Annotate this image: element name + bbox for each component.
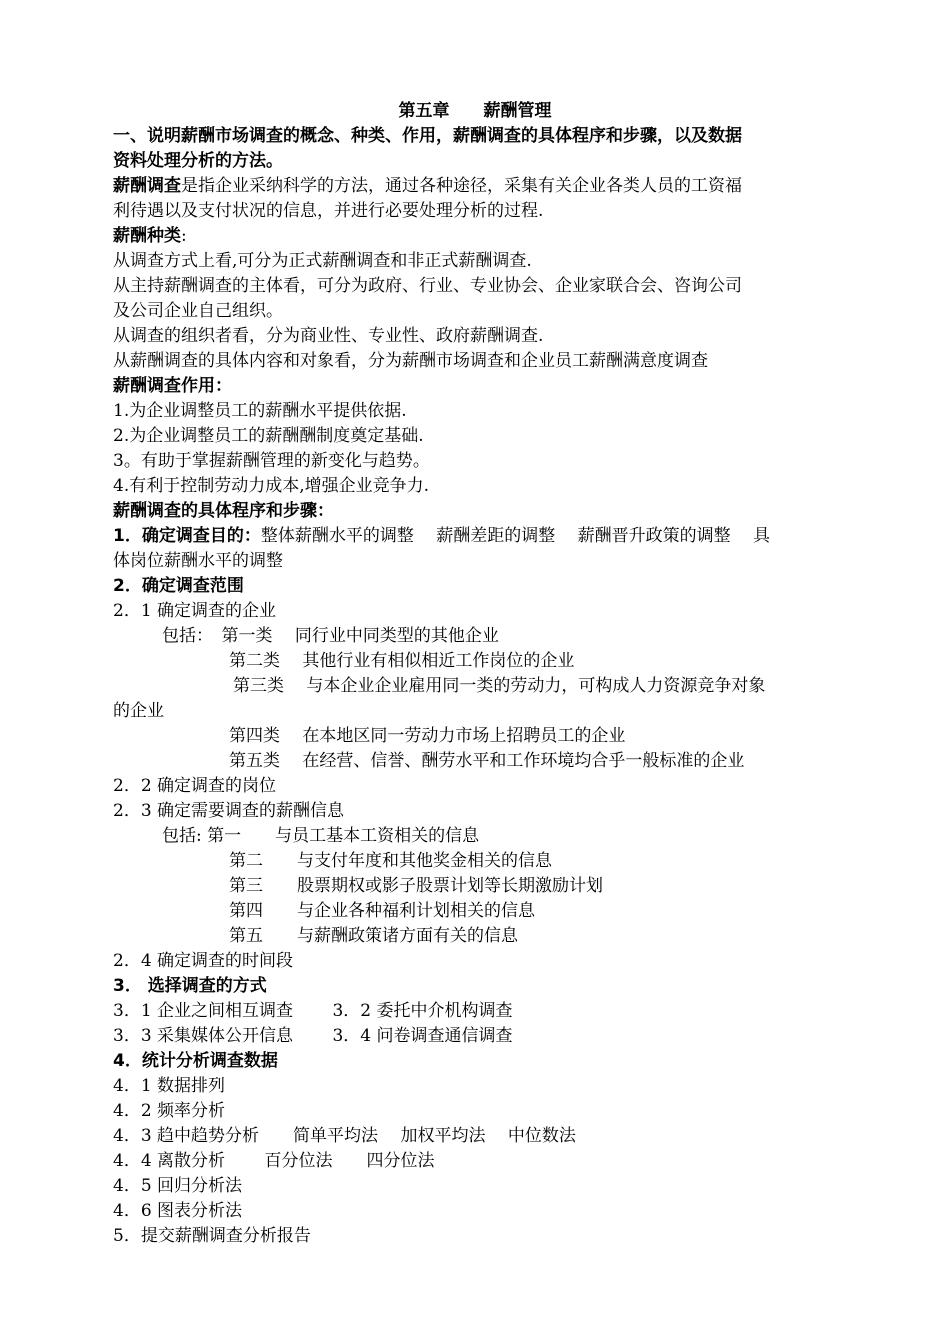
type-item-3: 从调查的组织者看，分为商业性、专业性、政府薪酬调查. [113,326,544,346]
step-1-label: 1．确定调查目的： [113,526,261,546]
step-4-4: 4．4 离散分析 百分位法 四分位法 [113,1151,435,1171]
definition-line2: 利待遇以及支付状况的信息，并进行必要处理分析的过程. [113,201,544,221]
step-2-3-item-2: 第二 与支付年度和其他奖金相关的信息 [229,851,552,871]
step-2-1-category-5: 第五类 在经营、信誉、酬劳水平和工作环境均合乎一般标准的企业 [229,751,745,771]
step-2-4: 2．4 确定调查的时间段 [113,951,294,971]
definition-line1 [113,174,840,199]
step-1-line2: 体岗位薪酬水平的调整 [113,551,283,571]
step-4-2: 4．2 频率分析 [113,1101,226,1121]
step-2-3-include: 包括: 第一 与员工基本工资相关的信息 [162,826,480,846]
step-2-2: 2．2 确定调查的岗位 [113,776,277,796]
type-item-2-line2: 及公司企业自己组织。 [113,301,283,321]
type-item-2-line1: 从主持薪酬调查的主体看，可分为政府、行业、专业协会、企业家联合会、咨询公司 [113,276,742,296]
step-5: 5．提交薪酬调查分析报告 [113,1226,311,1246]
role-item-3: 3。有助于掌握薪酬管理的新变化与趋势。 [113,451,430,471]
types-heading-text: 薪酬种类 [113,226,181,246]
step-2-1-category-3: 第三类 与本企业企业雇用同一类的劳动力，可构成人力资源竞争对象 [233,676,766,696]
step-2-1-include: 包括： 第一类 同行业中同类型的其他企业 [162,626,499,646]
step-4-3: 4．3 趋中趋势分析 简单平均法 加权平均法 中位数法 [113,1126,576,1146]
types-heading [113,224,840,249]
role-item-4: 4.有利于控制劳动力成本,增强企业竞争力. [113,476,430,496]
definition-term: 薪酬调查 [113,176,181,196]
role-item-1: 1.为企业调整员工的薪酬水平提供依据. [113,401,407,421]
step-2-3-item-4: 第四 与企业各种福利计划相关的信息 [229,901,535,921]
chapter-title: 第五章 薪酬管理 [398,101,552,121]
step-1-line1 [113,524,840,549]
step-3-row-1: 3．1 企业之间相互调查 3．2 委托中介机构调查 [113,1001,513,1021]
roles-heading: 薪酬调查作用： [113,376,232,396]
step-3-heading: 3． 选择调查的方式 [113,976,267,996]
step-2-1-category-2: 第二类 其他行业有相似相近工作岗位的企业 [229,651,575,671]
step-2-1-category-3-line2: 的企业 [113,701,164,721]
step-3-row-2: 3．3 采集媒体公开信息 3．4 问卷调查通信调查 [113,1026,513,1046]
types-heading-colon: : [181,226,187,246]
step-4-5: 4．5 回归分析法 [113,1176,243,1196]
step-2-1-category-4: 第四类 在本地区同一劳动力市场上招聘员工的企业 [229,726,626,746]
step-4-1: 4．1 数据排列 [113,1076,226,1096]
step-4-heading: 4．统计分析调查数据 [113,1051,278,1071]
section-heading-line2: 资料处理分析的方法。 [113,151,283,171]
role-item-2: 2.为企业调整员工的薪酬酬制度奠定基础. [113,426,424,446]
type-item-1: 从调查方式上看,可分为正式薪酬调查和非正式薪酬调查. [113,251,532,271]
step-2-1: 2．1 确定调查的企业 [113,601,277,621]
type-item-4: 从薪酬调查的具体内容和对象看，分为薪酬市场调查和企业员工薪酬满意度调查 [113,351,708,371]
step-2-3: 2．3 确定需要调查的薪酬信息 [113,801,345,821]
step-2-heading: 2．确定调查范围 [113,576,244,596]
step-2-3-item-3: 第三 股票期权或影子股票计划等长期激励计划 [229,876,603,896]
steps-heading: 薪酬调查的具体程序和步骤： [113,501,334,521]
section-heading-line1: 一、说明薪酬市场调查的概念、种类、作用，薪酬调查的具体程序和步骤，以及数据 [113,126,742,146]
step-4-6: 4．6 图表分析法 [113,1201,243,1221]
step-1-text: 整体薪酬水平的调整 薪酬差距的调整 薪酬晋升政策的调整 具 [260,526,771,546]
definition-text: 是指企业采纳科学的方法，通过各种途径，采集有关企业各类人员的工资福 [181,176,742,196]
step-2-3-item-5: 第五 与薪酬政策诸方面有关的信息 [229,926,518,946]
